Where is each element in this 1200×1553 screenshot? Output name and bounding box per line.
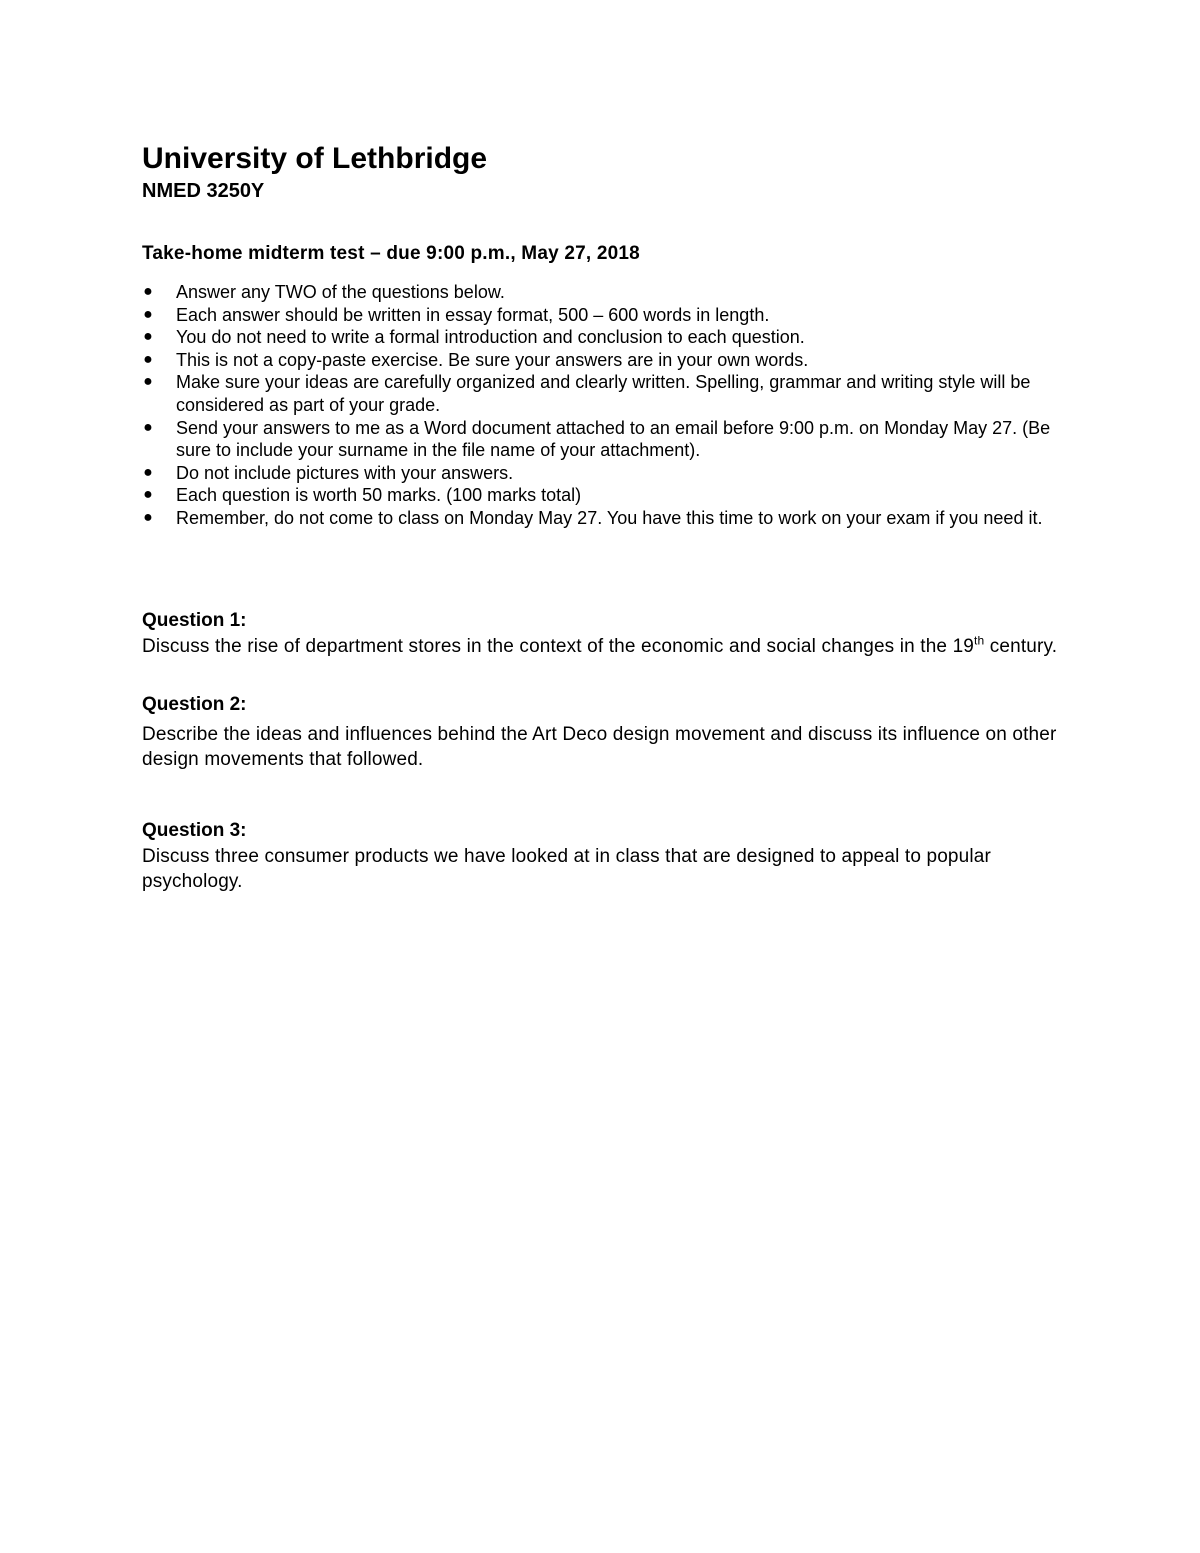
instruction-item: [142, 417, 1062, 462]
bullet-icon: ●: [143, 463, 153, 481]
bullet-icon: ●: [143, 508, 153, 526]
question-1: [142, 608, 1062, 659]
instruction-item: [142, 281, 1062, 304]
instructions-list: [142, 281, 1062, 530]
bullet-icon: ●: [143, 305, 153, 323]
instruction-text: Remember, do not come to class on Monday May 27. You have this time to work on your exam if you need it.: [176, 507, 1043, 528]
question-label: Question 2:: [142, 693, 247, 715]
course-code: NMED 3250Y: [142, 180, 265, 202]
instruction-item: [142, 349, 1062, 372]
instruction-item: [142, 304, 1062, 327]
instruction-text: You do not need to write a formal introduction and conclusion to each question.: [176, 327, 805, 348]
question-text: [142, 634, 1062, 659]
bullet-icon: ●: [143, 418, 153, 436]
instruction-text: Do not include pictures with your answers.: [176, 462, 514, 483]
bullet-icon: ●: [143, 350, 153, 368]
question-text-part: Discuss the rise of department stores in the context of the economic and social changes in the 19: [142, 635, 975, 657]
instruction-text: Each answer should be written in essay format, 500 – 600 words in length.: [176, 304, 770, 325]
bullet-icon: ●: [143, 283, 153, 300]
instruction-item: [142, 326, 1062, 349]
bullet-icon: ●: [143, 486, 153, 504]
ordinal-superscript: th: [974, 633, 985, 648]
question-2: [142, 692, 1062, 772]
institution-title: University of Lethbridge: [142, 142, 488, 175]
instruction-item: [142, 371, 1062, 416]
question-text-part: century.: [984, 635, 1058, 657]
bullet-icon: ●: [143, 373, 153, 391]
test-heading: Take-home midterm test – due 9:00 p.m., May 27, 2018: [142, 243, 640, 264]
instruction-item: [142, 484, 1062, 507]
instruction-item: [142, 462, 1062, 485]
question-3: [142, 818, 1062, 894]
bullet-icon: ●: [143, 328, 153, 346]
instruction-text: Answer any TWO of the questions below.: [176, 282, 505, 302]
instruction-text: This is not a copy-paste exercise. Be sure your answers are in your own words.: [176, 349, 809, 370]
document-page: [142, 140, 1062, 894]
instruction-item: [142, 507, 1062, 530]
question-label: Question 3:: [142, 819, 247, 841]
question-label: Question 1:: [142, 609, 247, 631]
question-text: Discuss three consumer products we have looked at in class that are designed to appeal to popular psychology.: [142, 845, 991, 892]
question-text: Describe the ideas and influences behind the Art Deco design movement and discuss its influence on other design movements that followed.: [142, 723, 1057, 770]
instruction-text: Make sure your ideas are carefully organized and clearly written. Spelling, grammar and writing style will be considered as part of your grade.: [176, 372, 1031, 415]
instruction-text: Send your answers to me as a Word document attached to an email before 9:00 p.m. on Monday May 27. (Be sure to include your surname in the file name of your attachment).: [176, 417, 1051, 461]
instruction-text: Each question is worth 50 marks. (100 marks total): [176, 485, 582, 506]
